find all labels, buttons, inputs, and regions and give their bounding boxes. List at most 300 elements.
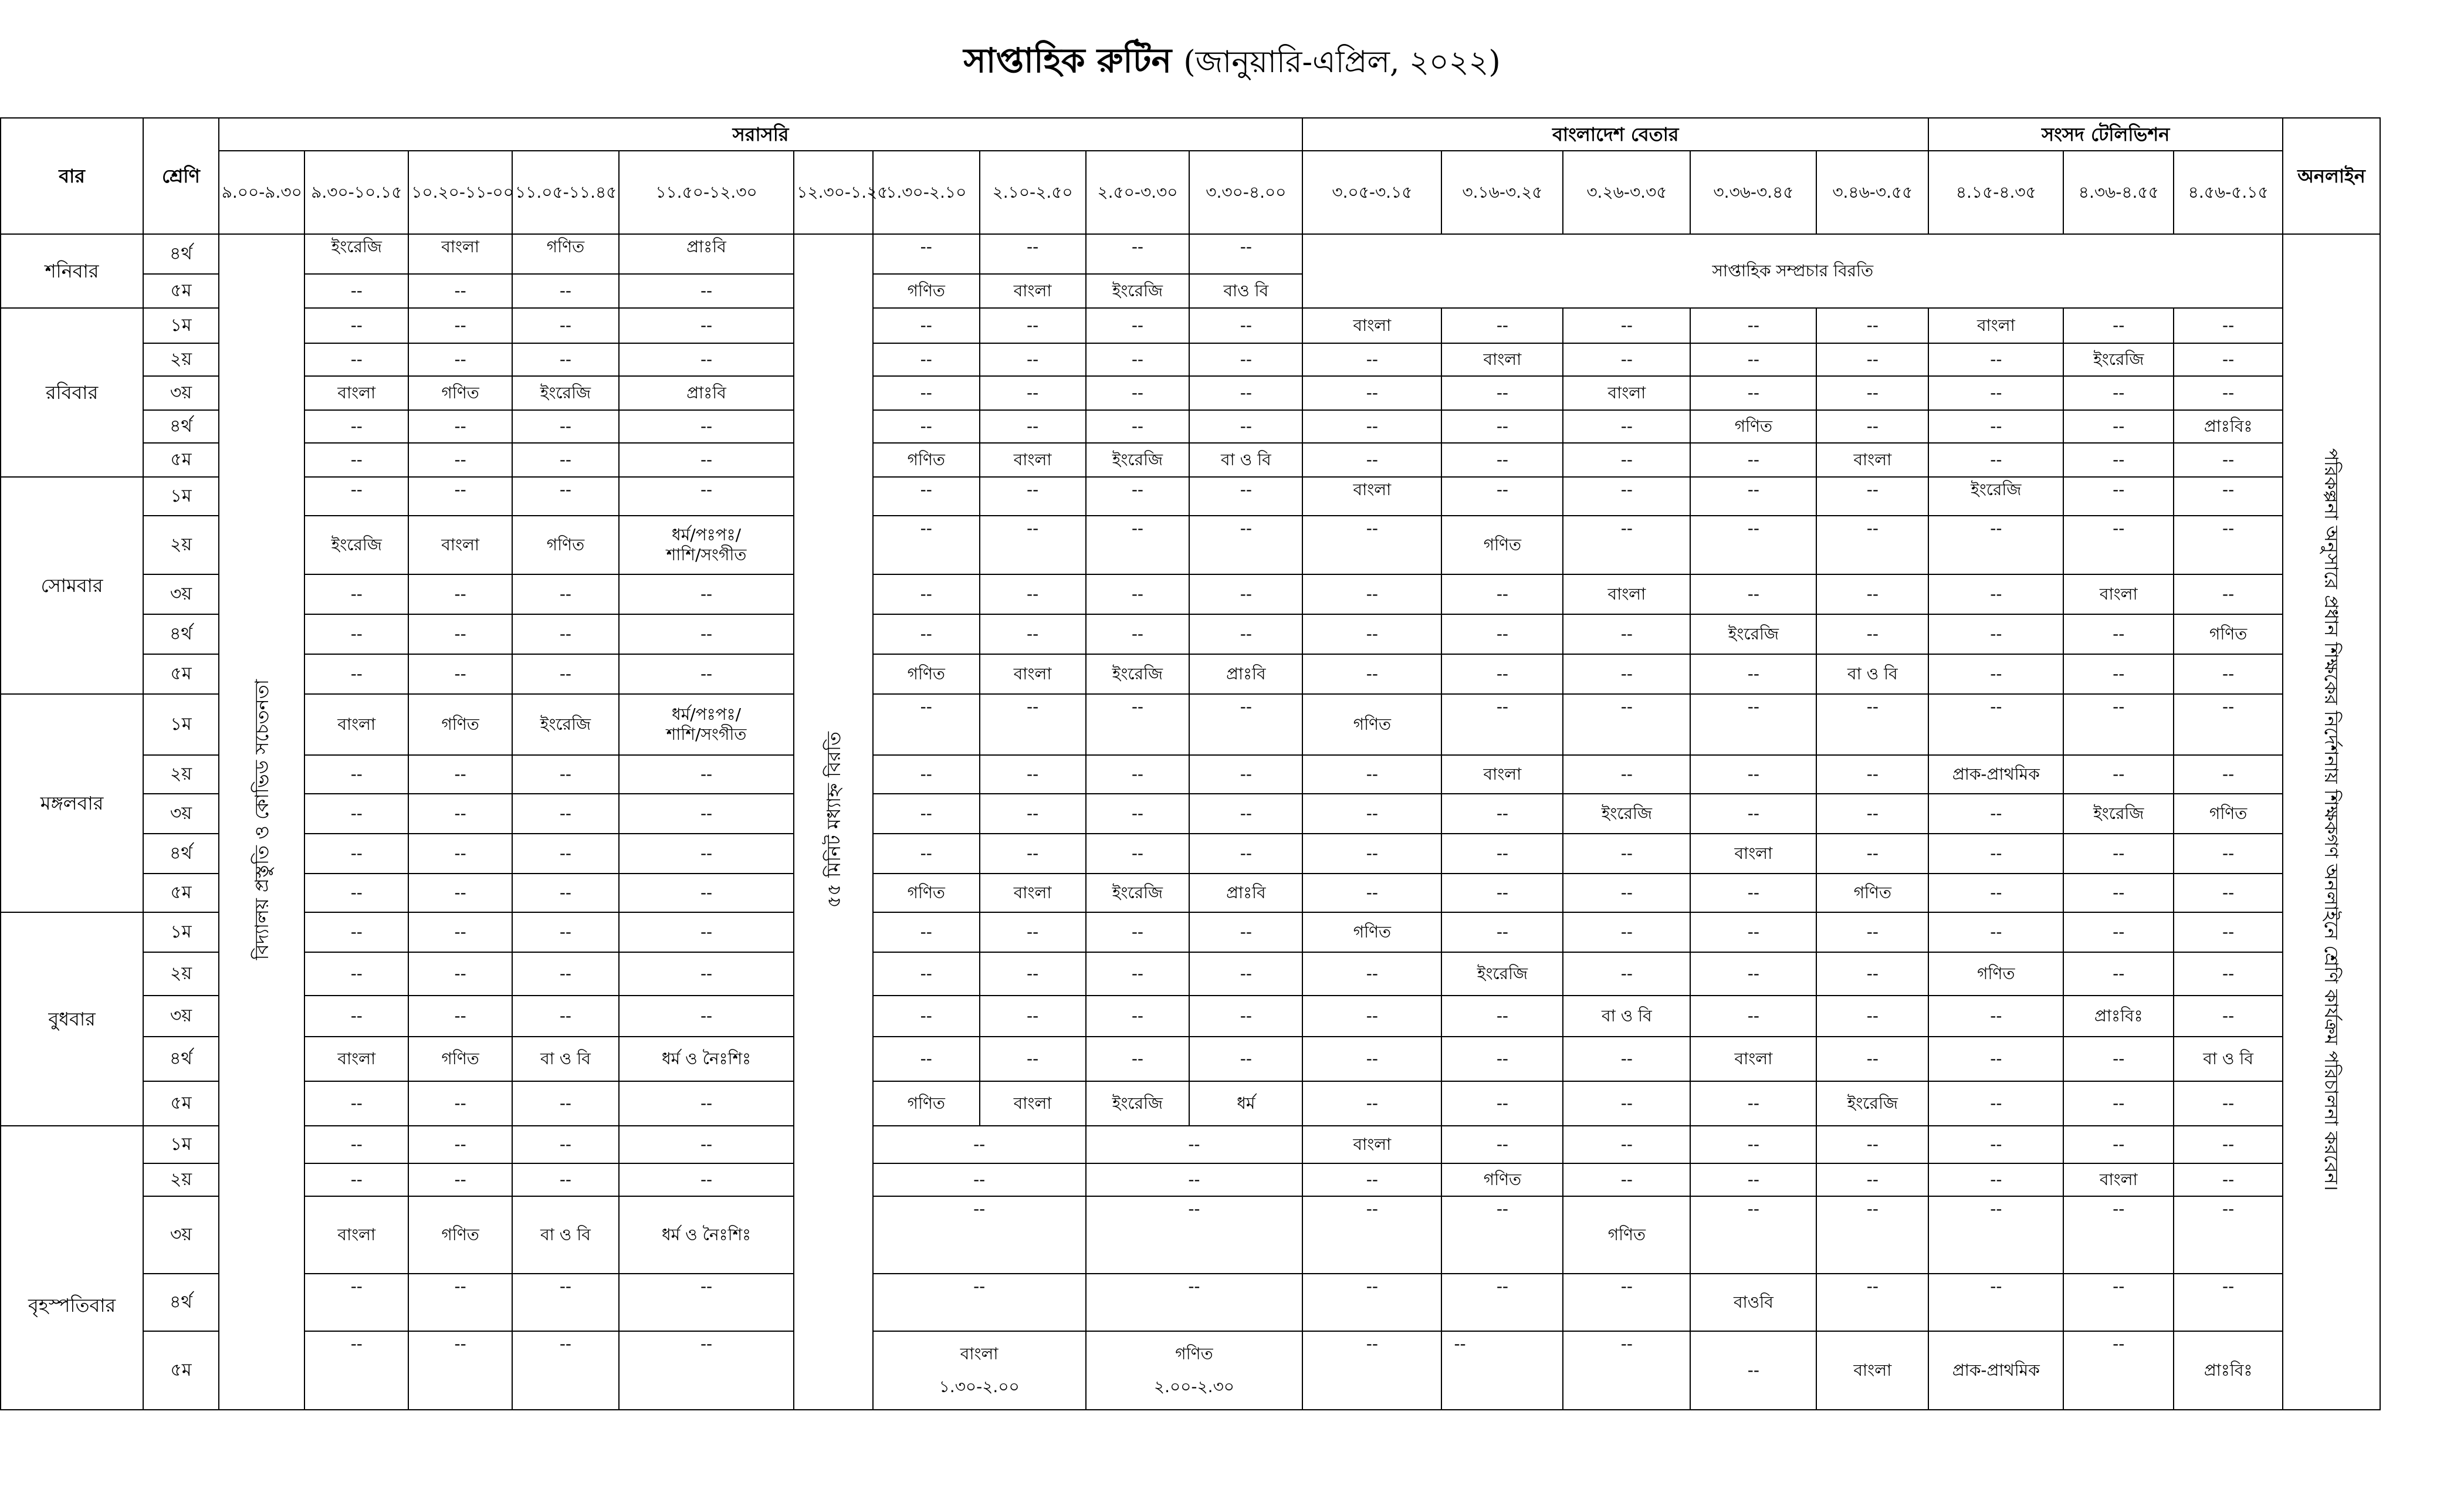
schedule-cell: -- — [408, 343, 512, 376]
time-slot: ১২.৩০-১.২৫ — [794, 151, 873, 234]
schedule-cell: -- — [619, 343, 794, 376]
schedule-cell: -- — [1302, 1196, 1441, 1274]
schedule-cell: -- — [1928, 874, 2063, 912]
schedule-cell: -- — [1302, 1081, 1441, 1126]
schedule-cell: -- — [1302, 1274, 1441, 1331]
schedule-cell: -- — [512, 308, 619, 343]
schedule-cell: -- — [408, 996, 512, 1037]
schedule-cell: ইংরেজি — [304, 234, 408, 274]
time-slot: ১.৩০-২.১০ — [873, 151, 980, 234]
schedule-cell: -- — [2063, 516, 2174, 574]
class-label: ২য় — [143, 1163, 219, 1196]
schedule-cell: -- — [408, 274, 512, 308]
schedule-cell: -- — [512, 443, 619, 477]
schedule-cell: -- — [619, 1331, 794, 1410]
class-label: ৫ম — [143, 1081, 219, 1126]
schedule-cell: ইংরেজি — [2063, 794, 2174, 834]
schedule-cell: -- — [873, 410, 980, 443]
schedule-cell: -- — [1563, 755, 1690, 794]
schedule-cell: -- — [2174, 1126, 2283, 1163]
schedule-cell: -- — [1189, 308, 1302, 343]
schedule-cell: -- — [1928, 1126, 2063, 1163]
time-slot: ৩.১৬-৩.২৫ — [1441, 151, 1563, 234]
schedule-cell: বাংলা — [1302, 308, 1441, 343]
schedule-cell: -- — [512, 1081, 619, 1126]
schedule-cell: -- — [1086, 234, 1190, 274]
schedule-cell: -- — [1086, 694, 1190, 755]
schedule-cell: ইংরেজি — [1816, 1081, 1928, 1126]
radio-break-note: সাপ্তাহিক সম্প্রচার বিরতি — [1302, 234, 2283, 308]
schedule-cell: -- — [1563, 952, 1690, 996]
schedule-cell: -- — [1189, 755, 1302, 794]
table-row — [1, 952, 2380, 996]
schedule-cell: -- — [2174, 996, 2283, 1037]
time-slot: ৩.৩০-৪.০০ — [1189, 151, 1302, 234]
assembly-note-text: বিদ্যালয় প্রস্তুতি ও কোভিড সচেতনতা — [251, 679, 273, 960]
schedule-cell: -- — [1816, 614, 1928, 654]
cell-time: ২.০০-২.৩০ — [1153, 1377, 1234, 1396]
schedule-cell: -- — [980, 308, 1086, 343]
schedule-cell: বা ও বি — [512, 1196, 619, 1274]
schedule-cell: -- — [619, 1274, 794, 1331]
schedule-cell: -- — [1690, 912, 1816, 952]
schedule-cell: -- — [1563, 1163, 1690, 1196]
schedule-cell: ইংরেজি — [1563, 794, 1690, 834]
time-slot: ৩.৪৬-৩.৫৫ — [1816, 151, 1928, 234]
schedule-cell: -- — [512, 574, 619, 614]
schedule-cell: -- — [408, 1126, 512, 1163]
schedule-cell: বাংলা — [1816, 1331, 1928, 1410]
schedule-cell: -- — [2174, 654, 2283, 694]
cell-time: ১.৩০-২.০০ — [939, 1377, 1020, 1396]
schedule-cell: -- — [619, 443, 794, 477]
table-row — [1, 614, 2380, 654]
time-slot: ৩.০৫-৩.১৫ — [1302, 151, 1441, 234]
schedule-cell: -- — [408, 1081, 512, 1126]
schedule-cell: -- — [1563, 410, 1690, 443]
schedule-cell: গণিত — [873, 443, 980, 477]
schedule-cell: -- — [1816, 834, 1928, 874]
schedule-cell: -- — [1189, 376, 1302, 410]
schedule-cell: -- — [2063, 376, 2174, 410]
schedule-cell: -- — [512, 654, 619, 694]
schedule-cell — [873, 1331, 1086, 1410]
schedule-cell: গণিত — [512, 234, 619, 274]
schedule-cell: -- — [873, 308, 980, 343]
schedule-cell: বাংলা — [1690, 834, 1816, 874]
schedule-cell: বাংলা — [1928, 308, 2063, 343]
schedule-cell: -- — [1441, 1126, 1563, 1163]
schedule-cell: -- — [873, 755, 980, 794]
schedule-cell: -- — [1189, 477, 1302, 516]
schedule-cell: -- — [512, 477, 619, 516]
schedule-cell: -- — [980, 477, 1086, 516]
schedule-cell: -- — [619, 1163, 794, 1196]
schedule-cell: -- — [619, 614, 794, 654]
schedule-cell: -- — [1928, 614, 2063, 654]
schedule-cell: -- — [873, 1037, 980, 1081]
schedule-cell: -- — [408, 614, 512, 654]
table-row — [1, 874, 2380, 912]
schedule-cell: -- — [1441, 443, 1563, 477]
schedule-cell: -- — [1563, 1126, 1690, 1163]
schedule-cell: -- — [1563, 1037, 1690, 1081]
table-row — [1, 755, 2380, 794]
schedule-cell: -- — [1563, 1274, 1690, 1331]
title-main: সাপ্তাহিক রুটিন — [963, 40, 1172, 80]
table-row — [1, 308, 2380, 343]
page-title — [0, 34, 2464, 89]
schedule-cell: -- — [2174, 443, 2283, 477]
schedule-cell: -- — [980, 614, 1086, 654]
schedule-cell: -- — [980, 234, 1086, 274]
schedule-cell: ধর্ম ও নৈঃশিঃ — [619, 1037, 794, 1081]
schedule-cell: বা ও বি — [1563, 996, 1690, 1037]
schedule-cell: -- — [1563, 516, 1690, 574]
schedule-cell: -- — [1441, 694, 1563, 755]
schedule-cell: -- — [980, 574, 1086, 614]
schedule-cell: -- — [512, 1126, 619, 1163]
schedule-cell: -- — [304, 755, 408, 794]
schedule-cell: -- — [408, 1163, 512, 1196]
class-label: ২য় — [143, 755, 219, 794]
schedule-cell: -- — [1928, 516, 2063, 574]
schedule-cell: -- — [1816, 1126, 1928, 1163]
schedule-cell: প্রাঃবি — [1189, 654, 1302, 694]
schedule-cell: -- — [1302, 1163, 1441, 1196]
schedule-cell: -- — [980, 755, 1086, 794]
schedule-cell: -- — [980, 996, 1086, 1037]
schedule-cell: -- — [873, 794, 980, 834]
schedule-cell: বাংলা — [304, 694, 408, 755]
schedule-cell: -- — [408, 794, 512, 834]
schedule-cell: -- — [980, 343, 1086, 376]
schedule-cell: -- — [619, 794, 794, 834]
schedule-cell: -- — [1928, 410, 2063, 443]
schedule-cell: -- — [1690, 952, 1816, 996]
schedule-cell: -- — [1441, 477, 1563, 516]
schedule-cell: -- — [1189, 794, 1302, 834]
schedule-cell: -- — [1816, 410, 1928, 443]
schedule-cell: -- — [408, 952, 512, 996]
schedule-cell: গণিত — [1302, 912, 1441, 952]
schedule-cell: -- — [1189, 410, 1302, 443]
schedule-cell: -- — [1816, 516, 1928, 574]
schedule-cell: -- — [1563, 477, 1690, 516]
class-label: ৫ম — [143, 874, 219, 912]
schedule-cell: বাংলা — [1441, 755, 1563, 794]
schedule-cell: -- — [873, 1126, 1086, 1163]
table-row — [1, 1196, 2380, 1274]
schedule-cell: -- — [304, 1274, 408, 1331]
schedule-cell: বাংলা — [2063, 1163, 2174, 1196]
schedule-cell: -- — [619, 834, 794, 874]
schedule-cell: -- — [304, 574, 408, 614]
schedule-cell: -- — [1690, 1331, 1816, 1410]
schedule-cell: -- — [1816, 794, 1928, 834]
online-note — [2283, 234, 2380, 1410]
schedule-cell: -- — [873, 234, 980, 274]
schedule-cell: ইংরেজি — [1086, 654, 1190, 694]
schedule-cell: গণিত — [408, 376, 512, 410]
schedule-cell: -- — [1302, 654, 1441, 694]
time-slot: ৯.০০-৯.৩০ — [219, 151, 305, 234]
schedule-cell: -- — [512, 996, 619, 1037]
schedule-cell: -- — [304, 1163, 408, 1196]
schedule-cell: -- — [1302, 755, 1441, 794]
schedule-cell: -- — [1690, 755, 1816, 794]
schedule-cell — [619, 694, 794, 755]
schedule-cell: -- — [873, 574, 980, 614]
class-label: ৪র্থ — [143, 410, 219, 443]
schedule-cell: -- — [304, 1081, 408, 1126]
schedule-cell: -- — [1189, 996, 1302, 1037]
schedule-cell: -- — [1302, 874, 1441, 912]
schedule-cell: -- — [1816, 376, 1928, 410]
schedule-cell: গণিত — [408, 694, 512, 755]
table-row — [1, 912, 2380, 952]
schedule-cell: -- — [2063, 477, 2174, 516]
class-label: ৪র্থ — [143, 834, 219, 874]
schedule-cell: -- — [980, 410, 1086, 443]
schedule-cell: -- — [873, 477, 980, 516]
day-label: রবিবার — [1, 308, 143, 477]
schedule-cell: -- — [980, 376, 1086, 410]
schedule-cell: -- — [304, 274, 408, 308]
schedule-cell: -- — [304, 996, 408, 1037]
schedule-cell: -- — [2063, 1081, 2174, 1126]
day-label: বৃহস্পতিবার — [1, 1126, 143, 1410]
schedule-cell: বাও বি — [1189, 274, 1302, 308]
schedule-cell: -- — [619, 1081, 794, 1126]
schedule-cell: -- — [1690, 1196, 1816, 1274]
schedule-cell: ইংরেজি — [1086, 1081, 1190, 1126]
schedule-cell: -- — [408, 443, 512, 477]
table-row — [1, 234, 2380, 274]
schedule-cell: -- — [619, 574, 794, 614]
schedule-cell: -- — [1563, 1081, 1690, 1126]
cell-line: ধর্ম/পঃপঃ/ — [672, 705, 742, 724]
schedule-cell: -- — [304, 794, 408, 834]
class-label: ১ম — [143, 912, 219, 952]
schedule-cell: ইংরেজি — [1086, 443, 1190, 477]
time-slot: ১১.০৫-১১.৪৫ — [512, 151, 619, 234]
schedule-cell: -- — [1086, 343, 1190, 376]
schedule-cell: -- — [1928, 794, 2063, 834]
schedule-cell: -- — [2063, 1331, 2174, 1410]
schedule-cell: -- — [1928, 376, 2063, 410]
schedule-cell: -- — [1086, 1126, 1303, 1163]
schedule-cell: -- — [304, 834, 408, 874]
schedule-cell: ইংরেজি — [1441, 952, 1563, 996]
class-label: ৩য় — [143, 996, 219, 1037]
schedule-cell: বাংলা — [980, 443, 1086, 477]
schedule-cell: -- — [1302, 376, 1441, 410]
schedule-cell: -- — [408, 477, 512, 516]
header-class: শ্রেণি — [143, 118, 219, 234]
schedule-cell: -- — [1302, 834, 1441, 874]
time-slot: ২.৫০-৩.৩০ — [1086, 151, 1190, 234]
schedule-cell: -- — [1563, 654, 1690, 694]
schedule-cell: গণিত — [873, 874, 980, 912]
schedule-cell: -- — [512, 1274, 619, 1331]
schedule-cell: -- — [1563, 443, 1690, 477]
schedule-cell: -- — [408, 1274, 512, 1331]
class-label: ১ম — [143, 694, 219, 755]
table-row — [1, 1274, 2380, 1331]
schedule-cell: -- — [304, 308, 408, 343]
table-row — [1, 410, 2380, 443]
schedule-cell: ইংরেজি — [1086, 274, 1190, 308]
schedule-cell: -- — [1086, 794, 1190, 834]
schedule-cell: -- — [2063, 1037, 2174, 1081]
header-online: অনলাইন — [2283, 118, 2380, 234]
schedule-cell: -- — [1690, 477, 1816, 516]
schedule-cell: -- — [1441, 308, 1563, 343]
time-slot: ১১.৫০-১২.৩০ — [619, 151, 794, 234]
schedule-cell: -- — [873, 1274, 1086, 1331]
schedule-cell: ধর্ম ও নৈঃশিঃ — [619, 1196, 794, 1274]
class-label: ৫ম — [143, 443, 219, 477]
table-row — [1, 654, 2380, 694]
schedule-cell: -- — [304, 912, 408, 952]
schedule-cell: -- — [1441, 376, 1563, 410]
schedule-cell: -- — [408, 308, 512, 343]
time-slot: ৪.৫৬-৫.১৫ — [2174, 151, 2283, 234]
schedule-cell: -- — [1690, 1081, 1816, 1126]
schedule-cell: -- — [1302, 516, 1441, 574]
schedule-cell: -- — [1816, 1196, 1928, 1274]
class-label: ৩য় — [143, 574, 219, 614]
schedule-cell: -- — [1302, 996, 1441, 1037]
schedule-cell: -- — [1816, 1037, 1928, 1081]
schedule-cell: -- — [1441, 874, 1563, 912]
schedule-cell: -- — [1928, 834, 2063, 874]
schedule-cell: -- — [1563, 912, 1690, 952]
schedule-cell: -- — [619, 996, 794, 1037]
schedule-cell: -- — [1563, 308, 1690, 343]
schedule-cell: প্রাঃবিঃ — [2063, 996, 2174, 1037]
routine-table — [0, 117, 2381, 1410]
class-label: ৩য় — [143, 794, 219, 834]
schedule-cell: -- — [980, 834, 1086, 874]
class-label: ৪র্থ — [143, 234, 219, 274]
schedule-cell: -- — [1189, 834, 1302, 874]
schedule-cell: -- — [304, 443, 408, 477]
lunch-break-text: ৫৫ মিনিট মধ্যাহ্ন বিরতি — [822, 731, 845, 908]
schedule-cell: -- — [873, 996, 980, 1037]
schedule-cell: -- — [1086, 912, 1190, 952]
class-label: ৪র্থ — [143, 614, 219, 654]
schedule-cell: -- — [512, 755, 619, 794]
schedule-cell: ইংরেজি — [304, 516, 408, 574]
schedule-cell: প্রাঃবি — [619, 234, 794, 274]
schedule-cell: -- — [1816, 1274, 1928, 1331]
cell-subject: গণিত — [1175, 1344, 1213, 1363]
schedule-cell: ইংরেজি — [512, 694, 619, 755]
time-slot: ৩.৩৬-৩.৪৫ — [1690, 151, 1816, 234]
day-label: সোমবার — [1, 477, 143, 694]
schedule-cell: ইংরেজি — [1086, 874, 1190, 912]
schedule-cell: -- — [2174, 376, 2283, 410]
schedule-cell: বাংলা — [304, 1037, 408, 1081]
table-row — [1, 1037, 2380, 1081]
schedule-cell: -- — [873, 834, 980, 874]
schedule-cell: -- — [619, 1126, 794, 1163]
schedule-cell: -- — [2174, 874, 2283, 912]
class-label: ৫ম — [143, 654, 219, 694]
schedule-cell: -- — [1928, 1274, 2063, 1331]
table-row — [1, 477, 2380, 516]
schedule-cell: -- — [873, 1196, 1086, 1274]
schedule-cell: -- — [2174, 1274, 2283, 1331]
schedule-cell: -- — [873, 343, 980, 376]
schedule-cell: -- — [1086, 755, 1190, 794]
schedule-cell: -- — [1928, 1081, 2063, 1126]
schedule-cell: বাওবি — [1690, 1274, 1816, 1331]
header-group-tv: সংসদ টেলিভিশন — [1928, 118, 2283, 151]
schedule-cell: -- — [1189, 574, 1302, 614]
schedule-cell: -- — [2063, 1126, 2174, 1163]
schedule-cell: -- — [1086, 574, 1190, 614]
schedule-cell: -- — [1441, 410, 1563, 443]
time-slot: ৩.২৬-৩.৩৫ — [1563, 151, 1690, 234]
day-label: বুধবার — [1, 912, 143, 1126]
schedule-cell: -- — [1690, 516, 1816, 574]
table-row — [1, 443, 2380, 477]
table-row — [1, 516, 2380, 574]
schedule-cell: -- — [2063, 410, 2174, 443]
schedule-cell: -- — [512, 1331, 619, 1410]
schedule-cell: বাংলা — [1302, 477, 1441, 516]
schedule-cell: -- — [619, 308, 794, 343]
schedule-cell: -- — [1441, 574, 1563, 614]
schedule-cell: -- — [1690, 343, 1816, 376]
schedule-cell: -- — [2174, 694, 2283, 755]
schedule-cell: -- — [1189, 343, 1302, 376]
schedule-cell: -- — [1302, 1037, 1441, 1081]
schedule-cell: -- — [1816, 755, 1928, 794]
schedule-cell: -- — [1086, 516, 1190, 574]
class-label: ৪র্থ — [143, 1037, 219, 1081]
title-sub: (জানুয়ারি-এপ্রিল, ২০২২) — [1183, 45, 1501, 80]
schedule-cell: -- — [619, 654, 794, 694]
schedule-cell: -- — [619, 477, 794, 516]
schedule-cell: -- — [512, 274, 619, 308]
schedule-cell: -- — [2063, 912, 2174, 952]
schedule-cell: -- — [1441, 996, 1563, 1037]
schedule-cell: বাংলা — [980, 874, 1086, 912]
schedule-cell: -- — [1086, 1163, 1303, 1196]
schedule-cell: -- — [1563, 874, 1690, 912]
schedule-cell: -- — [1816, 952, 1928, 996]
table-row — [1, 996, 2380, 1037]
schedule-cell: -- — [304, 410, 408, 443]
time-slot: ১০.২০-১১-০০ — [408, 151, 512, 234]
schedule-cell: গণিত — [1563, 1196, 1690, 1274]
schedule-cell: -- — [1816, 694, 1928, 755]
schedule-cell: -- — [1563, 1331, 1690, 1410]
schedule-cell: -- — [1086, 996, 1190, 1037]
schedule-cell: ইংরেজি — [512, 376, 619, 410]
schedule-cell: -- — [1441, 1037, 1563, 1081]
schedule-cell: ধর্ম — [1189, 1081, 1302, 1126]
schedule-cell: -- — [2063, 952, 2174, 996]
schedule-cell: -- — [619, 274, 794, 308]
schedule-cell: গণিত — [873, 654, 980, 694]
schedule-cell: বাংলা — [2063, 574, 2174, 614]
schedule-cell: -- — [1816, 996, 1928, 1037]
